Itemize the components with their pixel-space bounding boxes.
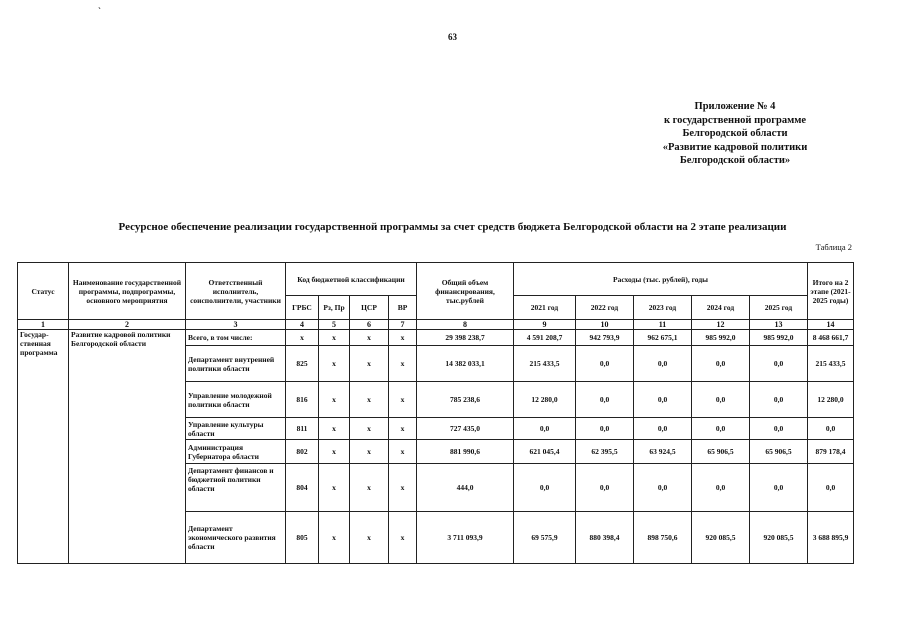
- scan-mark: ˋ: [98, 6, 101, 16]
- header-year-2024: 2024 год: [692, 296, 750, 320]
- vr-cell: х: [389, 330, 417, 346]
- header-csr: ЦСР: [350, 296, 389, 320]
- total-cell: 3 711 093,9: [417, 512, 514, 564]
- col-number: 4: [286, 320, 319, 330]
- grbs-cell: 802: [286, 440, 319, 464]
- col-number: 1: [18, 320, 69, 330]
- annex-line: Белгородской области: [682, 128, 788, 139]
- annex-line: Белгородской области»: [679, 155, 791, 166]
- y2022-cell: 0,0: [576, 418, 634, 440]
- header-rzpr: Рз, Пр: [319, 296, 350, 320]
- header-name: Наименование государственной программы, подпрограммы, основного мероприятия: [69, 263, 186, 320]
- y2024-cell: 0,0: [692, 418, 750, 440]
- y2025-cell: 65 906,5: [750, 440, 808, 464]
- y2022-cell: 880 398,4: [576, 512, 634, 564]
- y2025-cell: 985 992,0: [750, 330, 808, 346]
- itogo-cell: 0,0: [808, 464, 854, 512]
- col-number: 14: [808, 320, 854, 330]
- y2022-cell: 0,0: [576, 464, 634, 512]
- y2023-cell: 0,0: [634, 464, 692, 512]
- y2025-cell: 920 085,5: [750, 512, 808, 564]
- rzpr-cell: х: [319, 418, 350, 440]
- itogo-cell: 0,0: [808, 418, 854, 440]
- y2021-cell: 0,0: [514, 418, 576, 440]
- rzpr-cell: х: [319, 330, 350, 346]
- executor-cell: Администрация Губернатора области: [186, 440, 286, 464]
- y2021-cell: 215 433,5: [514, 346, 576, 382]
- y2025-cell: 0,0: [750, 464, 808, 512]
- executor-cell: Департамент экономического развития области: [186, 512, 286, 564]
- grbs-cell: 805: [286, 512, 319, 564]
- y2022-cell: 62 395,5: [576, 440, 634, 464]
- y2023-cell: 898 750,6: [634, 512, 692, 564]
- total-cell: 14 382 033,1: [417, 346, 514, 382]
- col-number: 9: [514, 320, 576, 330]
- itogo-cell: 12 280,0: [808, 382, 854, 418]
- header-grbs: ГРБС: [286, 296, 319, 320]
- program-name-cell: Развитие кадровой политики Белгородской области: [69, 330, 186, 564]
- executor-cell: Департамент внутренней политики области: [186, 346, 286, 382]
- y2023-cell: 0,0: [634, 382, 692, 418]
- header-expenses: Расходы (тыс. рублей), годы: [514, 263, 808, 296]
- y2021-cell: 4 591 208,7: [514, 330, 576, 346]
- col-number: 5: [319, 320, 350, 330]
- y2024-cell: 0,0: [692, 382, 750, 418]
- table-row: [18, 330, 854, 346]
- csr-cell: х: [350, 330, 389, 346]
- table-caption: Ресурсное обеспечение реализации государственной программы за счет средств бюджета Белгородской области на 2 этапе реализации: [118, 221, 787, 233]
- y2025-cell: 0,0: [750, 418, 808, 440]
- y2022-cell: 942 793,9: [576, 330, 634, 346]
- rzpr-cell: х: [319, 346, 350, 382]
- y2023-cell: 0,0: [634, 346, 692, 382]
- header-year-2022: 2022 год: [576, 296, 634, 320]
- status-cell: Государ-ственная программа: [18, 330, 69, 564]
- header-stage-total: Итого на 2 этапе (2021-2025 годы): [808, 263, 854, 320]
- itogo-cell: 215 433,5: [808, 346, 854, 382]
- rzpr-cell: х: [319, 440, 350, 464]
- executor-cell: Департамент финансов и бюджетной политики области: [186, 464, 286, 512]
- vr-cell: х: [389, 464, 417, 512]
- col-number: 13: [750, 320, 808, 330]
- grbs-cell: 811: [286, 418, 319, 440]
- y2025-cell: 0,0: [750, 346, 808, 382]
- y2021-cell: 12 280,0: [514, 382, 576, 418]
- executor-cell: Всего, в том числе:: [186, 330, 286, 346]
- itogo-cell: 879 178,4: [808, 440, 854, 464]
- itogo-cell: 3 688 895,9: [808, 512, 854, 564]
- y2024-cell: 985 992,0: [692, 330, 750, 346]
- col-number: 12: [692, 320, 750, 330]
- y2023-cell: 0,0: [634, 418, 692, 440]
- header-status: Статус: [18, 263, 69, 320]
- y2023-cell: 962 675,1: [634, 330, 692, 346]
- csr-cell: х: [350, 512, 389, 564]
- vr-cell: х: [389, 440, 417, 464]
- total-cell: 881 990,6: [417, 440, 514, 464]
- page-number: 63: [448, 32, 457, 42]
- annex-line: «Развитие кадровой политики: [662, 141, 808, 153]
- rzpr-cell: х: [319, 464, 350, 512]
- total-cell: 727 435,0: [417, 418, 514, 440]
- csr-cell: х: [350, 464, 389, 512]
- csr-cell: х: [350, 382, 389, 418]
- vr-cell: х: [389, 346, 417, 382]
- y2025-cell: 0,0: [750, 382, 808, 418]
- annex-header: [630, 100, 840, 168]
- grbs-cell: 804: [286, 464, 319, 512]
- y2021-cell: 69 575,9: [514, 512, 576, 564]
- itogo-cell: 8 468 661,7: [808, 330, 854, 346]
- header-executor: Ответственный исполнитель, соисполнители, участники: [186, 263, 286, 320]
- header-budget-code: Код бюджетной классификации: [286, 263, 417, 296]
- csr-cell: х: [350, 418, 389, 440]
- y2024-cell: 0,0: [692, 464, 750, 512]
- header-year-2023: 2023 год: [634, 296, 692, 320]
- col-number: 7: [389, 320, 417, 330]
- annex-line: Приложение № 4: [694, 101, 776, 112]
- header-year-2025: 2025 год: [750, 296, 808, 320]
- header-year-2021: 2021 год: [514, 296, 576, 320]
- grbs-cell: 825: [286, 346, 319, 382]
- vr-cell: х: [389, 512, 417, 564]
- total-cell: 444,0: [417, 464, 514, 512]
- resource-table: [17, 262, 854, 564]
- executor-cell: Управление молодежной политики области: [186, 382, 286, 418]
- table-label: Таблица 2: [815, 242, 852, 252]
- grbs-cell: х: [286, 330, 319, 346]
- col-number: 8: [417, 320, 514, 330]
- grbs-cell: 816: [286, 382, 319, 418]
- annex-line: к государственной программе: [663, 114, 807, 126]
- csr-cell: х: [350, 346, 389, 382]
- col-number: 2: [69, 320, 186, 330]
- col-number: 3: [186, 320, 286, 330]
- y2024-cell: 920 085,5: [692, 512, 750, 564]
- total-cell: 29 398 238,7: [417, 330, 514, 346]
- col-number: 6: [350, 320, 389, 330]
- y2022-cell: 0,0: [576, 346, 634, 382]
- csr-cell: х: [350, 440, 389, 464]
- rzpr-cell: х: [319, 512, 350, 564]
- vr-cell: х: [389, 418, 417, 440]
- header-total: Общий объем финансирования, тыс.рублей: [417, 263, 514, 320]
- y2021-cell: 0,0: [514, 464, 576, 512]
- y2022-cell: 0,0: [576, 382, 634, 418]
- total-cell: 785 238,6: [417, 382, 514, 418]
- y2024-cell: 0,0: [692, 346, 750, 382]
- col-number: 11: [634, 320, 692, 330]
- executor-cell: Управление культуры области: [186, 418, 286, 440]
- col-number: 10: [576, 320, 634, 330]
- vr-cell: х: [389, 382, 417, 418]
- y2021-cell: 621 045,4: [514, 440, 576, 464]
- rzpr-cell: х: [319, 382, 350, 418]
- y2023-cell: 63 924,5: [634, 440, 692, 464]
- header-vr: ВР: [389, 296, 417, 320]
- y2024-cell: 65 906,5: [692, 440, 750, 464]
